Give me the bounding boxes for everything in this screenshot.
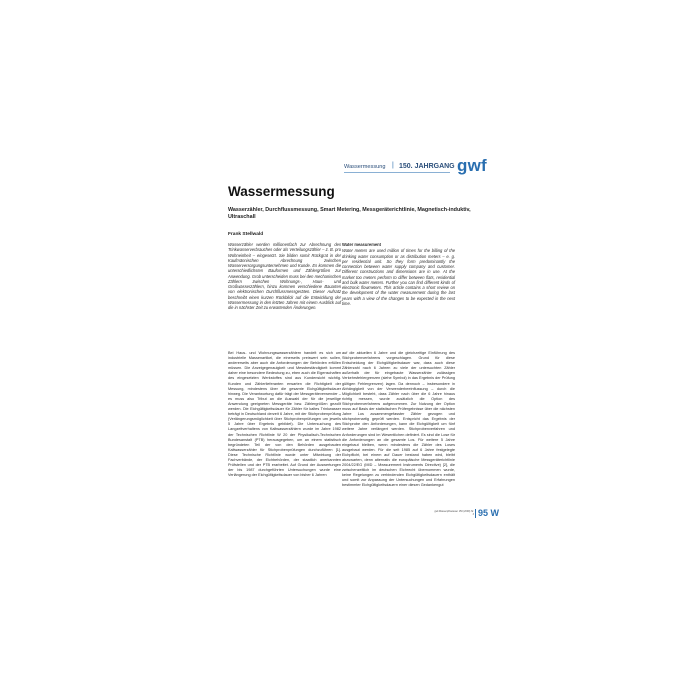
article-keywords: Wasserzähler, Durchflussmessung, Smart Metering, Messgeräterichtlinie, Magnetisch-induktiv, Ultraschall — [228, 207, 471, 220]
header-volume: 150. JAHRGANG — [399, 162, 455, 170]
abstract-german: Wasserzähler werden millionenfach zur Abrechnung des Trinkwasserverbrauches oder als Verteilungszähler – z. B. pro Wohneinheit – eingesetzt. Sie bilden somit Rückgrat in der Kaufmännischen Abrechnung zwischen Wasserversorgungsunternehmen und Kunde. Es kommen die unterschiedlichsten Bauformen und Zählergrößen zur Anwendung. Grob unterscheiden muss bei den mechanischen Zählern zwischen Wohnungs-, Haus- und Großwasserzählern, hinzu kommen verschiedene Bauarten von elektronischen Durchflussmessgeräten. Dieser Aufsatz beschreibt einen kurzen Rückblick auf die Entwicklung der Wassermessung in den letzten Jahren mit einem Ausblick auf die in nächster Zeit zu erwartenden Änderungen. — [228, 242, 341, 310]
body-column-2: auf die aktuellen 6 Jahre und die gleichzeitige Einführung des Stichprobenverfahrens vorgeschlagen. Grund für diese Entscheidung der Eichgültigkeitsdauer war, dass auch diese Zählerzahl nach 6 Jahren zu viele der untersuchten Zähler außerhalb der für eingebaute Wasserzähler zulässigen Verkehrsfehlergrenzen (siehe Symbol) in das Ergebnis der Prüfung gültigen Fehlergrenzen) lagen. Da dennoch – insbesondere in Abhängigkeit von der Verwenderbeeinflussung – durch die Möglichkeit besteht, dass Zähler nach über die 6 Jahre hinaus richtig messen, wurde zusätzlich die Option des Stichprobenverfahrens aufgenommen. Zur Nutzung der Option muss auf Basis der statistischen Prüfergebnisse über die nächsten Jahre Los zusammengefasster Zähler gezogen und stichprobenartig geprüft werden. Entspricht das Ergebnis der Stichprobe den Anforderungen, kann die Eichgültigkeit um fünf weitere Jahre verlängert werden. Stichprobenverfahren und Anforderungen sind im Wesentlichen definiert. Es sind die Lose für die Anforderungen an die gesamte Los. Für weitere 5 Jahre eingebaut bleiben, wenn mindestens die Zähler des Loses ausgebaut werden. Für die seit 1985 auf 6 Jahre festgelegte Eichpflicht, bei einem auf Dauer bestand haben wird, bleibt abzuwarten, denn alternativ die europäische Messgeräterichtlinie 2004/22/EG (MID – Measurement Instruments Directive) [2], die zwischenzeitlich im deutschen Eichrecht übernommen wurde, keine Regelungen zu verbindenden Eichgültigkeitsdauern enthält und somit zur Anpassung der Untersuchungen und Erfahrungen bestimmter Eichgültigkeitsdauern einer diesen Gedankengut — [342, 351, 455, 488]
abstract-english-text: Water meters are used million of times for the billing of the drinking water consumption or as distribution meters – e. g. per residential unit. So they form predominantly the connection between water supply company and customer. Different constructions and dimensions are in use. At the market too meters perform to differ between flats, residential and bulk water meters. Further you can find different kinds of electronic flowmeters. This article contains a short review on the development of the water measurement during the last years with a view of the changes to be expected in the next time. — [342, 248, 455, 306]
journal-logo: gwf — [457, 156, 487, 175]
body-column-1: Bei Haus- und Wohnungswasserzählern handelt es sich um industrielle Massenartikel, die einerseits preiswert sein sollen, andererseits aber auch die Anforderungen der Behörden erfüllen müssen. Die Anzeigegenauigkeit und Messbeständigkeit kommt daher eine besondere Bedeutung zu, eben auch die Eigenschaften des eingesetzten Werkstoffes sind aus Kundensicht wichtig. Kunden und Zählerlieferanten erwarten die Richtigkeit der Messung, mindestens über die gesamte Eichgültigkeitsdauer hinweg. Die Verantwortung dafür trägt der Messgeräteverwender – es muss also Tribut an die Auswahl der für die jeweilige Anwendung geeigneten Messgeräte bzw. Zählergrößen gezollt werden. Die Eichgültigkeitsdauer für Zähler für kaltes Trinkwasser beträgt in Deutschland derzeit 6 Jahre, mit der Stichprobenprüfung (Verlängerungsmöglichkeit über Stichprobenprüfungen um jeweils 5 Jahre über Ergebnis gebildet). Die Untersuchung des Langzeitverhaltens von Kaltwasserzählern wurde im Jahre 1982 der Technischen Richtlinie W 20 der Physikalisch-Technischen Bundesanstalt (PTB) herausgegeben, um an einem statistisch begründeten Teil der von den Behörden ausgebauten Kaltwasserzähler für Stichprobenprüfungen durchzuführen [1]. Diese Technische Richtlinie wurde unter Mitwirkung der Fachverbände, der Eichbehörden, der staatlich anerkannten Prüfstellen und der PTB erarbeitet. Auf Grund der Auswertungen der bis 1987 durchgeführten Untersuchungen wurde eine Verlängerung der Eichgültigkeitsdauer von bisher 6 Jahren — [228, 351, 341, 478]
article-author: Frank Stellwald — [228, 232, 264, 237]
page-header — [344, 156, 496, 176]
abstract-english-heading: Water measurement — [342, 242, 381, 247]
footer-citation: gwf-Wasser|Abwasser 150 (2009) Nr. 3 — [434, 510, 474, 516]
article-title: Wassermessung — [228, 184, 335, 199]
header-rule — [344, 172, 450, 173]
header-section: Wassermessung — [344, 164, 386, 170]
folio-bar — [475, 509, 476, 518]
abstract-english — [342, 242, 455, 306]
header-separator: | — [392, 162, 394, 169]
page-number: 95 W — [478, 508, 500, 518]
